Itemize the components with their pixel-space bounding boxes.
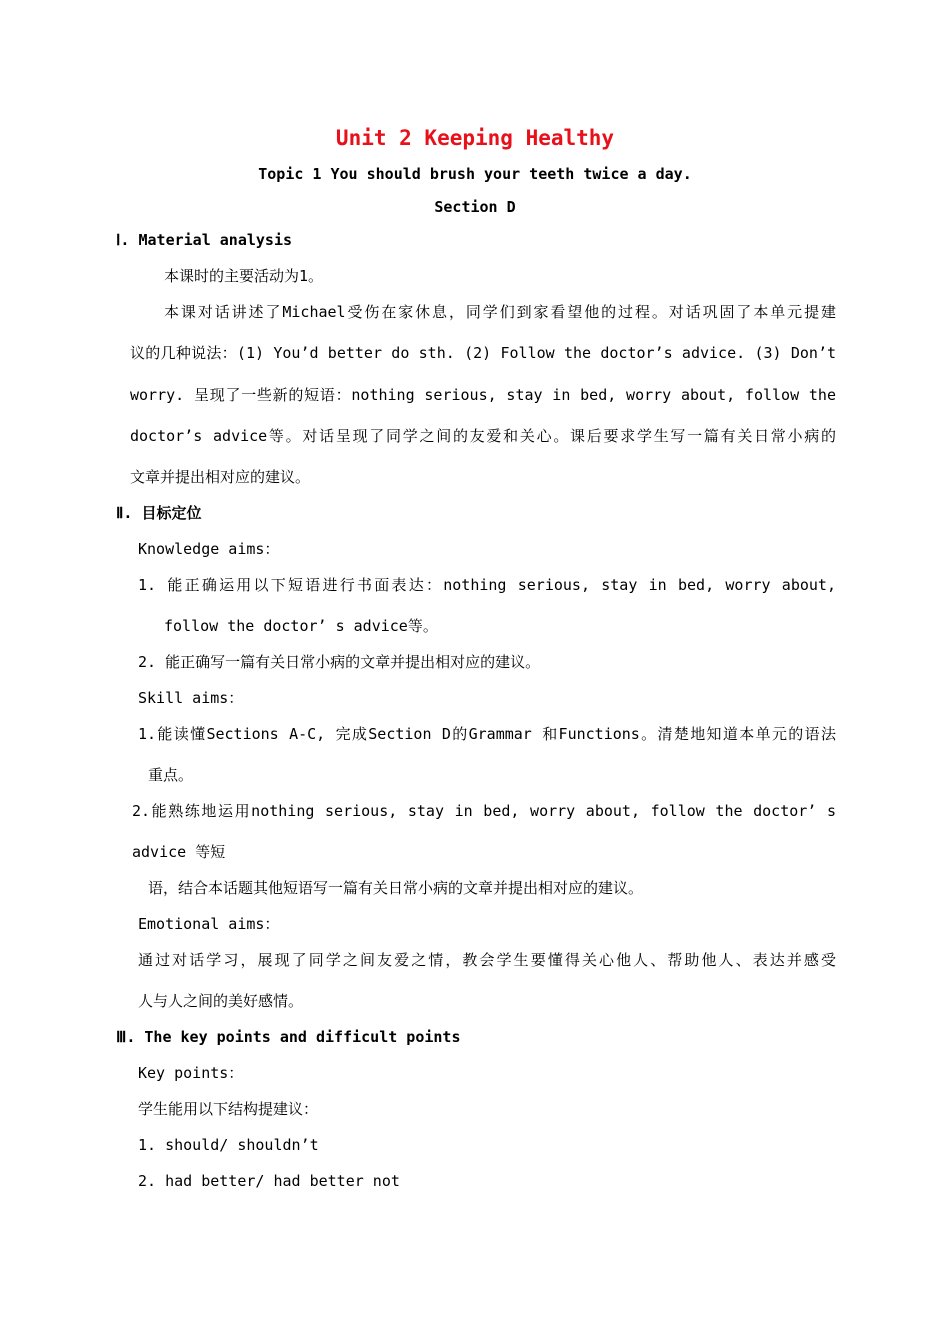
topic-subtitle: Topic 1 You should brush your teeth twice a day. xyxy=(258,165,692,183)
list-item: 1.能读懂Sections A-C, 完成Section D的Grammar 和Functions。清楚地知道本单元的语法 xyxy=(138,725,836,743)
heading-key-points: Ⅲ. The key points and difficult points xyxy=(116,1028,461,1046)
skill-aims-label: Skill aims： xyxy=(138,689,244,707)
paragraph-line: 通过对话学习，展现了同学之间友爱之情，教会学生要懂得关心他人、帮助他人、表达并感受 xyxy=(138,951,836,969)
list-item-continuation: 语，结合本话题其他短语写一篇有关日常小病的文章并提出相对应的建议。 xyxy=(148,879,644,897)
list-item-continuation: follow the doctor’ s advice等。 xyxy=(164,617,438,635)
paragraph-line: 文章并提出相对应的建议。 xyxy=(130,468,311,486)
list-item: 1. should/ shouldn’t xyxy=(138,1136,319,1154)
knowledge-aims-label: Knowledge aims： xyxy=(138,540,280,558)
key-points-intro: 学生能用以下结构提建议： xyxy=(138,1100,319,1118)
key-points-label: Key points： xyxy=(138,1064,244,1082)
paragraph-line: worry. 呈现了一些新的短语：nothing serious, stay in bed, worry about, follow the xyxy=(130,386,836,404)
emotional-aims-label: Emotional aims： xyxy=(138,915,280,933)
paragraph-line: 议的几种说法：(1) You’d better do sth. (2) Follow the doctor’s advice. (3) Don’t xyxy=(130,344,836,362)
list-item: 1. 能正确运用以下短语进行书面表达：nothing serious, stay in bed, worry about, xyxy=(138,576,836,594)
document-title: Unit 2 Keeping Healthy xyxy=(335,126,615,150)
paragraph-line: 本课对话讲述了Michael受伤在家休息，同学们到家看望他的过程。对话巩固了本单元提建 xyxy=(164,303,836,321)
list-item: 2. had better/ had better not xyxy=(138,1172,400,1190)
list-item-continuation: 重点。 xyxy=(148,766,194,784)
list-item: 2. 能正确写一篇有关日常小病的文章并提出相对应的建议。 xyxy=(138,653,541,671)
paragraph-line: 人与人之间的美好感情。 xyxy=(138,992,304,1010)
list-item-continuation: advice 等短 xyxy=(132,843,226,861)
heading-material-analysis: Ⅰ. Material analysis xyxy=(116,231,293,249)
section-label: Section D xyxy=(434,198,516,216)
paragraph-line: doctor’s advice等。对话呈现了同学之间的友爱和关心。课后要求学生写一篇有关日常小病的 xyxy=(130,427,836,445)
paragraph-main-activity: 本课时的主要活动为1。 xyxy=(164,267,324,285)
heading-goals: Ⅱ. 目标定位 xyxy=(116,504,202,522)
list-item: 2.能熟练地运用nothing serious, stay in bed, worry about, follow the doctor’ s xyxy=(132,802,836,820)
